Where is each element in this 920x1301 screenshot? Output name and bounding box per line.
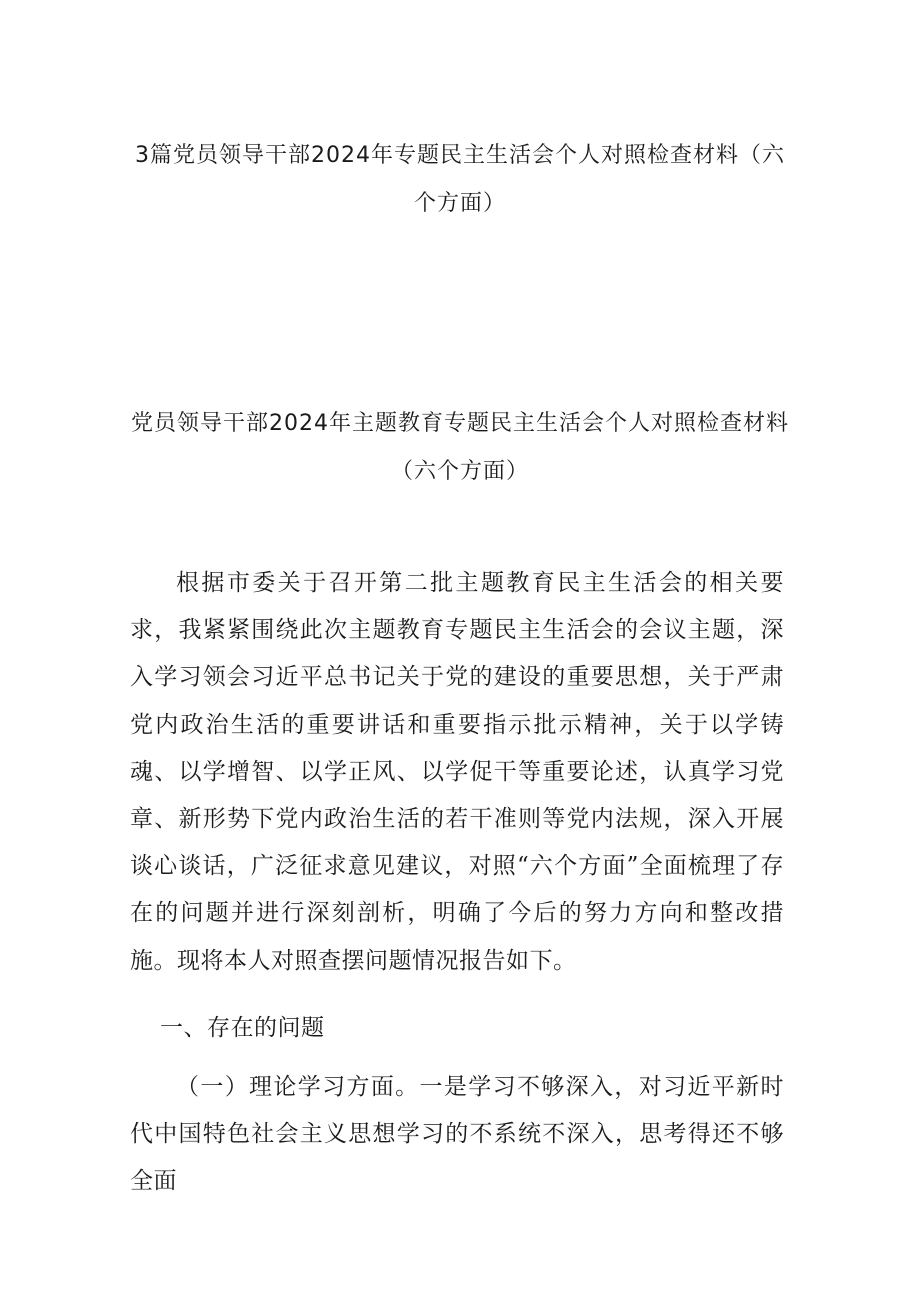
document-main-title: 3篇党员领导干部2024年专题民主生活会个人对照检查材料（六个方面） (135, 143, 785, 216)
document-sub-title: 党员领导干部2024年主题教育专题民主生活会个人对照检查材料（六个方面） (131, 411, 789, 484)
section-paragraph: （一）理论学习方面。一是学习不够深入，对习近平新时代中国特色社会主义思想学习的不系统不深入，思考得还不够全面 (130, 1074, 784, 1195)
intro-paragraph: 根据市委关于召开第二批主题教育民主生活会的相关要求，我紧紧围绕此次主题教育专题民主生活会的会议主题，深入学习领会习近平总书记关于党的建设的重要思想，关于严肃党内政治生活的重要讲话和重要指示批示精神，关于以学铸魂、以学增智、以学正风、以学促干等重要论述，认真学习党章、新形势下党内政治生活的若干准则等党内法规，深入开展谈心谈话，广泛征求意见建议，对照“六个方面”全面梳理了存在的问题并进行深刻剖析，明确了今后的努力方向和整改措施。现将本人对照查摆问题情况报告如下。 (130, 570, 784, 974)
section-heading: 一、存在的问题 (160, 1015, 325, 1041)
